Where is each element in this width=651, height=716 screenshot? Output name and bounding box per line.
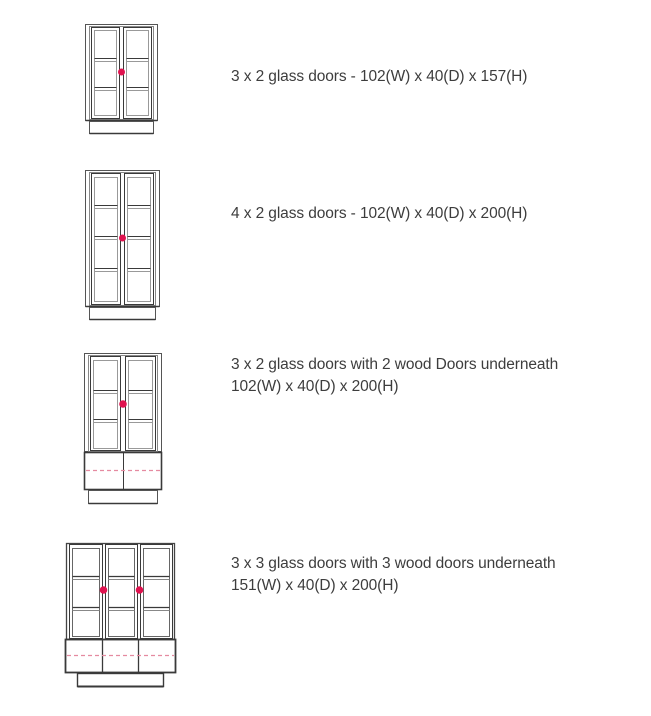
handle-icon bbox=[136, 586, 144, 594]
cabinet-3x2-caption bbox=[231, 66, 527, 88]
cabinet-4x2-caption bbox=[231, 203, 527, 225]
cabinet-3x2-drawing bbox=[80, 18, 166, 138]
cabinet-4x2-drawing bbox=[80, 165, 166, 325]
caption-line-1: 4 x 2 glass doors - 102(W) x 40(D) x 200(H) bbox=[231, 205, 528, 222]
handle-icon bbox=[119, 235, 126, 242]
handle-icon bbox=[118, 69, 125, 76]
cabinet-3x3-wood-caption bbox=[231, 553, 556, 597]
cabinet-3x3-wood-drawing bbox=[60, 538, 182, 693]
caption-line-2: 102(W) x 40(D) x 200(H) bbox=[231, 378, 399, 395]
handle-icon bbox=[119, 400, 127, 408]
caption-line-1: 3 x 2 glass doors - 102(W) x 40(D) x 157(H) bbox=[231, 68, 528, 85]
caption-line-2: 151(W) x 40(D) x 200(H) bbox=[231, 577, 399, 594]
handle-icon bbox=[100, 586, 108, 594]
cabinet-3x2-wood-caption bbox=[231, 354, 558, 398]
caption-line-1: 3 x 3 glass doors with 3 wood doors underneath bbox=[231, 555, 556, 572]
cabinet-3x2-wood-drawing bbox=[80, 348, 166, 510]
caption-line-1: 3 x 2 glass doors with 2 wood Doors underneath bbox=[231, 356, 559, 373]
